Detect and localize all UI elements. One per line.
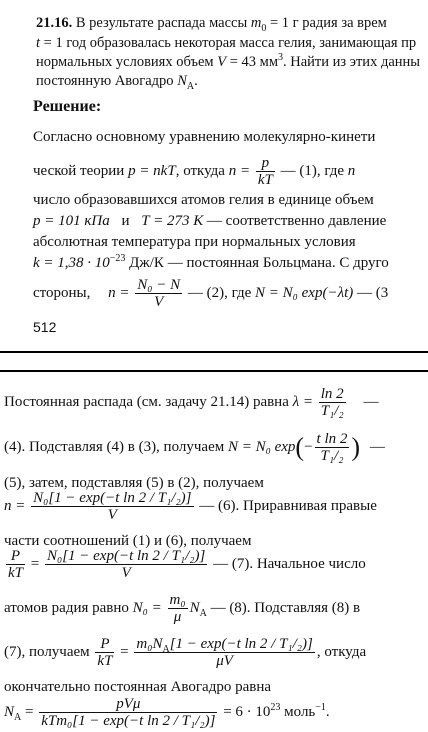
cont-line-1: Постоянная распада (см. задачу 21.14) равна λ = $\frac{\ln 2}{\text{T₁/₂}}$ — [4, 386, 379, 420]
fraction-eq-final: $\frac{m_0N_A[1 - \exp(-t \ln 2 / T_1/_2)]}{\mu V}$ [136, 636, 313, 670]
top-page [0, 0, 428, 350]
fraction-m0-over-mu: $\frac{\text{m₀}}{\mu}$ [169, 592, 186, 626]
solution-line-2: ческой теории p = nkT, откуда n = $\frac{p}{kT}$ — (1), где n [33, 155, 356, 189]
fraction-avogadro-result: $\frac{\text{pVμ}}{\text{kTm₀[1 − exp(−t ln 2 / T₁/₂)]}}$ [41, 696, 216, 730]
fraction-eq7: $\frac{\text{N₀[1 − exp(−t ln 2 / T₁/₂)]}}{V}$ [46, 548, 206, 582]
cont-line-3: (5), затем, подставляя (5) в (2), получаем [4, 475, 264, 491]
problem-line-1: 21.16. В результате распада массы $m_0 = 1$ г радия за врем [36, 15, 387, 34]
page-number: 512 [33, 319, 57, 335]
cont-line-6: $\frac{P}{kT}$ = $\frac{\text{N₀[1 − exp(−t ln 2 / T₁/₂)]}}{V}$ — (7). Начальное число [8, 548, 366, 582]
fraction-tln2-over-t: $\frac{\text{t ln 2}}{\text{T₁/₂}}$ [316, 431, 348, 465]
cont-line-2: (4). Подставляя (4) в (3), получаем N = N₀ exp(− $\frac{\text{t ln 2}}{\text{T₁/₂}}$ ) — [4, 431, 385, 465]
solution-line-4: p = 101 кПа и T = 273 К — соответственно давление [33, 213, 387, 229]
solution-heading: Решение: [33, 98, 102, 115]
cont-line-9: окончательно постоянная Авогадро равна [4, 679, 272, 695]
cont-line-4: n = $\frac{\text{N₀[1 − exp(−t ln 2 / T₁/₂)]}}{V}$ — (6). Приравнивая правые [4, 490, 377, 524]
solution-line-3: число образовавшихся атомов гелия в единице объем [33, 192, 374, 208]
bottom-page [0, 372, 428, 732]
solution-line-6: $k = 1,38 \cdot 10^{-23}$ Дж/К — постоянная Больцмана. С друго [33, 253, 389, 271]
problem-line-4: постоянную Авогадро $N_A$. [36, 73, 198, 92]
page-divider [0, 351, 428, 372]
fraction-eq6: $\frac{\text{N₀[1 − exp(−t ln 2 / T₁/₂)]}}{V}$ [33, 490, 192, 524]
fraction-ln2-over-t: $\frac{\ln 2}{\text{T₁/₂}}$ [320, 386, 344, 420]
fraction-p-over-kT-2: $\frac{P}{kT}$ [8, 548, 23, 582]
fraction-n0-minus-n-over-v: $\frac{\text{N₀ − N}}{V}$ [137, 277, 181, 311]
cont-line-5: части соотношений (1) и (6), получаем [4, 533, 252, 549]
problem-line-2: t = 1 год образовалась некоторая масса гелия, занимающая пр [36, 35, 417, 51]
fraction-p-over-kT: $\frac{p}{kT}$ [257, 155, 273, 189]
solution-line-1: Согласно основному уравнению молекулярно-кинети [33, 129, 376, 145]
problem-line-3: нормальных условиях объем V = 43 $мм^3$. Найти из этих данны [36, 52, 421, 70]
cont-line-8: (7), получаем $\frac{P}{kT}$ = $\frac{m_0N_A[1 - \exp(-t \ln 2 / T_1/_2)]}{\mu V}$ , откуда [4, 636, 367, 670]
cont-line-10: $N_A$ = $\frac{\text{pVμ}}{\text{kTm₀[1 − exp(−t ln 2 / T₁/₂)]}}$ = $6 \cdot 10^{23}$ моль$^{-1}$. [4, 696, 330, 730]
cont-line-7: атомов радия равно N₀ = $\frac{\text{m₀}}{\mu}$ $N_A$ — (8). Подставляя (8) в [4, 592, 361, 626]
problem-number: 21.16. [36, 15, 73, 31]
solution-line-5: абсолютная температура при нормальных условия [33, 234, 356, 250]
solution-line-7: стороны, n = $\frac{\text{N₀ − N}}{V}$ — (2), где N = N₀ exp(−λt) — (3 [33, 277, 389, 311]
fraction-p-over-kT-3: $\frac{P}{kT}$ [97, 636, 113, 670]
